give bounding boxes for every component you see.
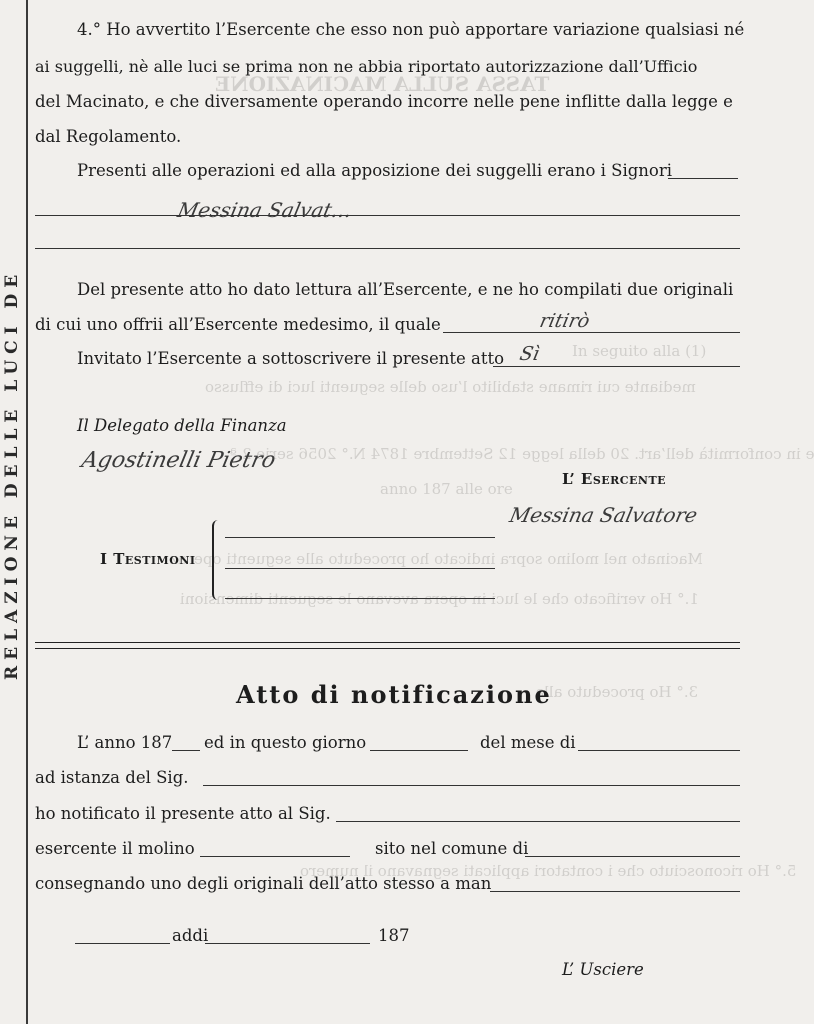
- notifica-fill-1b: [370, 750, 468, 751]
- notifica-fill-1c: [578, 750, 740, 751]
- notifica-fill-3: [336, 821, 740, 822]
- section-divider: [35, 642, 740, 643]
- notifica-fill-4b: [525, 856, 740, 857]
- bleed-text: e in conformità dell’art. 20 della legge 12 Settembre 1874 N.° 2056 serie 2.ª: [230, 445, 814, 463]
- lettura-hand-3: Sì: [517, 343, 542, 365]
- usciere-label: L’ Usciere: [562, 960, 644, 979]
- esercente-label: L’ Esercente: [562, 470, 667, 488]
- notifica-title: Atto di notificazione: [236, 680, 552, 709]
- esercente-signature: Messina Salvatore: [507, 503, 700, 527]
- notifica-fill-6b: [205, 943, 370, 944]
- notifica-line1c: del mese di: [480, 733, 576, 752]
- notifica-line4a: esercente il molino: [35, 839, 195, 858]
- notifica-fill-4a: [200, 856, 350, 857]
- bleed-text: 5.° Ho riconosciuto che i contatori applicati segnavano il numero: [300, 862, 797, 880]
- para4-line3: del Macinato, e che diversamente operando incorre nelle pene inflitte dalla legge e: [35, 92, 733, 111]
- bleed-text: anno 187 alle ore: [380, 480, 513, 498]
- testimoni-fill-2: [225, 568, 495, 569]
- notifica-line1b: ed in questo giorno: [204, 733, 367, 752]
- bleed-text: mediante cui rimane stabilito l’uso delle seguenti luci di efflusso: [205, 378, 696, 396]
- presenti-fill-3: [35, 248, 740, 249]
- notifica-fill-2: [203, 785, 740, 786]
- notifica-line1a: L’ anno 187: [77, 733, 173, 752]
- notifica-line6a: addi: [172, 926, 209, 945]
- bleed-text: 3.° Ho proceduto alla: [535, 683, 699, 701]
- bleed-text: In seguito alla (1): [572, 342, 707, 360]
- notifica-line5: consegnando uno degli originali dell’atto stesso a man: [35, 874, 492, 893]
- bleed-text: Macinato nel molino sopra indicato ho proceduto alle seguenti operaz: [170, 550, 703, 568]
- presenti-fill: [668, 178, 738, 179]
- notifica-fill-6a: [75, 943, 170, 944]
- section-divider-2: [35, 648, 740, 649]
- spine-heading: RELAZIONE DELLE LUCI DE: [2, 268, 22, 680]
- lettura-line1: Del presente atto ho dato lettura all’Esercente, e ne ho compilati due originali: [77, 280, 734, 299]
- delegato-signature: Agostinelli Pietro: [79, 448, 278, 473]
- bleed-text: 1.° Ho verificato che le luci in opera avevano le seguenti dimensioni: [180, 590, 699, 608]
- presenti-signature: Messina Salvat…: [175, 198, 355, 222]
- notifica-fill-1a: [172, 750, 200, 751]
- bleed-text: TASSA SULLA MACINAZIONE: [215, 72, 550, 96]
- notifica-line4b: sito nel comune di: [375, 839, 529, 858]
- notifica-line6b: 187: [378, 926, 410, 945]
- presenti-line: Presenti alle operazioni ed alla apposizione dei suggelli erano i Signori: [77, 161, 673, 180]
- lettura-fill-3: [493, 366, 740, 367]
- lettura-line2: di cui uno offrii all’Esercente medesimo, il quale: [35, 315, 441, 334]
- notifica-line2: ad istanza del Sig.: [35, 768, 189, 787]
- testimoni-fill-3: [225, 598, 495, 599]
- testimoni-brace: [212, 520, 224, 600]
- lettura-hand-2: ritirò: [537, 310, 592, 332]
- para4-line1: 4.° Ho avvertito l’Esercente che esso non può apportare variazione qualsiasi né: [77, 20, 745, 39]
- lettura-fill-2: [443, 332, 740, 333]
- binding-rule: [26, 0, 28, 1024]
- lettura-line3: Invitato l’Esercente a sottoscrivere il presente atto: [77, 349, 505, 368]
- presenti-fill-2: [35, 215, 740, 216]
- notifica-line3: ho notificato il presente atto al Sig.: [35, 804, 331, 823]
- notifica-fill-5: [490, 891, 740, 892]
- para4-line2: ai suggelli, nè alle luci se prima non ne abbia riportato autorizzazione dall’Ufficio: [35, 57, 698, 76]
- testimoni-label: I Testimoni: [100, 550, 196, 568]
- delegato-label: Il Delegato della Finanza: [77, 416, 287, 435]
- testimoni-fill-1: [225, 537, 495, 538]
- para4-line4: dal Regolamento.: [35, 127, 182, 146]
